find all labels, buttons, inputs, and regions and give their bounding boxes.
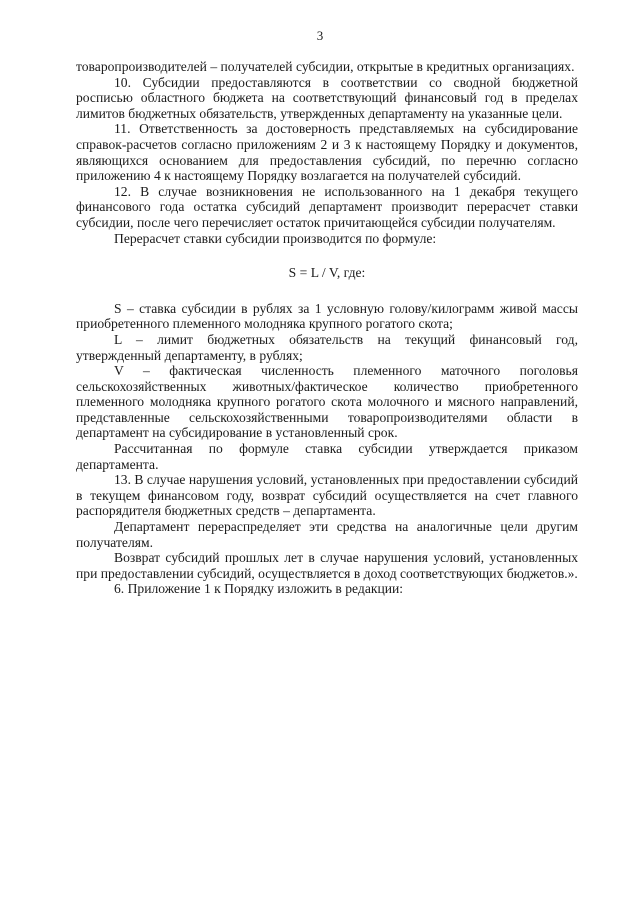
paragraph-11: 11. Ответственность за достоверность представляемых на субсидирование справок-расчетов согласно приложениям 2 и 3 к настоящему Порядку и документов, являющихся основанием для предоставления субсидий, по перечню согласно приложению 4 к настоящему Порядку возлагается на получателей субсидий. <box>76 121 578 184</box>
paragraph-10: 10. Субсидии предоставляются в соответствии со сводной бюджетной росписью областного бюджета на соответствующий финансовый год в пределах лимитов бюджетных обязательств, утвержденных департаменту на указанные цели. <box>76 74 578 121</box>
definition-v: V – фактическая численность племенного маточного поголовья сельскохозяйственных животных/фактическое количество приобретенного племенного молодняка крупного рогатого скота молочного и мясного направлений, представленные сельскохозяйственными товаропроизводителями области в департамент на субсидирование в установленный срок. <box>76 363 578 441</box>
definition-s: S – ставка субсидии в рублях за 1 условную голову/килограмм живой массы приобретенного племенного молодняка крупного рогатого скота; <box>76 300 578 332</box>
paragraph-return-past-years: Возврат субсидий прошлых лет в случае нарушения условий, установленных при предоставлении субсидий, осуществляется в доход соответствующих бюджетов.». <box>76 550 578 581</box>
page-number: 3 <box>316 28 324 43</box>
paragraph-rate-approval: Рассчитанная по формуле ставка субсидии утверждается приказом департамента. <box>76 441 578 472</box>
paragraph-12: 12. В случае возникновения не использованного на 1 декабря текущего финансового года остатка субсидий департамент производит перерасчет ставки субсидии, после чего перечисляет остаток причитающейся субсидии получателям. <box>76 183 578 230</box>
definition-l: L – лимит бюджетных обязательств на текущий финансовый год, утвержденный департаменту, в рублях; <box>76 331 578 363</box>
paragraph-13: 13. В случае нарушения условий, установленных при предоставлении субсидий в текущем финансовом году, возврат субсидий осуществляется на счет главного распорядителя бюджетных средств – департамента. <box>76 472 578 519</box>
formula: S = L / V, где: <box>288 265 366 281</box>
paragraph-redistribution: Департамент перераспределяет эти средства на аналогичные цели другим получателям. <box>76 519 578 550</box>
document-body <box>76 59 578 597</box>
paragraph-formula-intro: Перерасчет ставки субсидии производится по формуле: <box>114 230 437 246</box>
paragraph-continuation: товаропроизводителей – получателей субсидии, открытые в кредитных организациях. <box>76 59 575 74</box>
paragraph-6: 6. Приложение 1 к Порядку изложить в редакции: <box>114 581 404 597</box>
